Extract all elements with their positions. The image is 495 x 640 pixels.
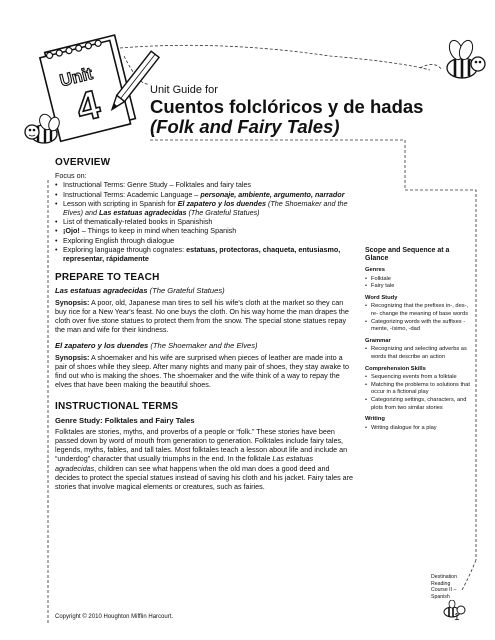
- prepare-heading: PREPARE TO TEACH: [55, 272, 160, 284]
- sidebar-heading: Grammar: [365, 337, 391, 344]
- story-synopsis: Synopsis: A shoemaker and his wife are surprised when pieces of leather are made into a pair of shoes while they sleep. After many nights and many pair of shoes, they stay awake to find out who is making the shoes. The shoemaker and the wife think of a way to repay the elves that have been making the beautiful shoes.: [55, 352, 350, 390]
- page-subtitle: (Folk and Fairy Tales): [150, 116, 340, 137]
- focus-label: Focus on:: [55, 171, 87, 181]
- list-item: • Instructional Terms: Genre Study – Folktales and fairy tales: [55, 180, 355, 189]
- title-block: [150, 84, 480, 137]
- list-item: • ¡Ojo! – Things to keep in mind when teaching Spanish: [55, 226, 355, 235]
- overview-list: [55, 180, 355, 263]
- sidebar-item: • Fairy tale: [365, 283, 470, 291]
- page-title: Cuentos folclóricos y de hadas: [150, 96, 424, 117]
- story-title: El zapatero y los duendes (The Shoemaker and the Elves): [55, 341, 258, 351]
- instructional-heading: INSTRUCTIONAL TERMS: [55, 401, 179, 413]
- sidebar-item: • Matching the problems to solutions that occur in a fictional play: [365, 382, 470, 397]
- sidebar-item: • Folktale: [365, 276, 470, 284]
- sidebar-heading: Writing: [365, 416, 385, 423]
- page-number: 1: [454, 612, 460, 623]
- copyright: Copyright © 2010 Houghton Mifflin Harcourt.: [55, 614, 174, 620]
- sidebar-heading: Comprehension Skills: [365, 365, 426, 372]
- sidebar-item: • Categorizing settings, characters, and plots from two similar stories: [365, 397, 470, 412]
- overview-heading: OVERVIEW: [55, 157, 111, 168]
- sidebar-item: • Writing dialogue for a play: [365, 425, 470, 433]
- main-content: [55, 158, 355, 498]
- instructional-subheading: Genre Study: Folktales and Fairy Tales: [55, 415, 195, 425]
- list-item: • Exploring English through dialogue: [55, 236, 355, 245]
- list-item: • Instructional Terms: Academic Language – personaje, ambiente, argumento, narrador: [55, 190, 355, 199]
- scope-sequence-sidebar: [365, 247, 470, 432]
- sidebar-item: • Categorizing words with the suffixes -mente, -ísimo, -dad: [365, 319, 470, 334]
- story-title: Las estatuas agradecidas (The Grateful Statues): [55, 286, 225, 296]
- sidebar-item: • Recognizing and selecting adverbs as words that describe an action: [365, 346, 470, 361]
- sidebar-title: Scope and Sequence at a Glance: [365, 247, 450, 262]
- story-synopsis: Synopsis: A poor, old, Japanese man tires to sell his wife's cloth at the market so they can buy rice for a New Year's feast. No one buys the cloth. On his way home the man drapes the cloth over five stone statues to protect them from the snow. The special stone statues repay the man and wife for their kindness.: [55, 297, 349, 335]
- unit-guide-label: Unit Guide for: [150, 84, 218, 96]
- sidebar-item: • Recognizing that the prefixes in-, des-, re- change the meaning of base words: [365, 303, 470, 318]
- instructional-paragraph: Folktales are stories, myths, and proverbs of a people or “folk.” These stories have been passed down by word of mouth from generation to generation. Folktales include fairy tales, legends, myths, fables, and tall tales. Most folktales teach a lesson about life and include an “underdog” character that usually triumphs in the end. In the folktale Las estatuas agradecidas, children can see what happens when the old man does a good deed and decides to protect the special statues instead of saving his cloth and his jacket. Fairy tales are stories that involve magical elements or creatures, such as fairies.: [55, 426, 354, 492]
- list-item: • Lesson with scripting in Spanish for El zapatero y los duendes (The Shoemaker and the Elves) and Las estatuas agradecidas (The Grateful Statues): [55, 199, 355, 217]
- unit-word: Unit: [57, 63, 95, 91]
- sidebar-heading: Word Study: [365, 294, 398, 301]
- destination-label: Destination Reading Course II – Spanish: [431, 574, 457, 600]
- list-item: • List of thematically-related books in Spanishish: [55, 217, 355, 226]
- sidebar-heading: Genres: [365, 267, 385, 273]
- sidebar-item: • Sequencing events from a folktale: [365, 374, 470, 382]
- unit-number: 4: [72, 82, 105, 131]
- list-item: • Exploring language through cognates: estatuas, protectoras, chaqueta, entusiasmo, representar, rápidamente: [55, 245, 355, 263]
